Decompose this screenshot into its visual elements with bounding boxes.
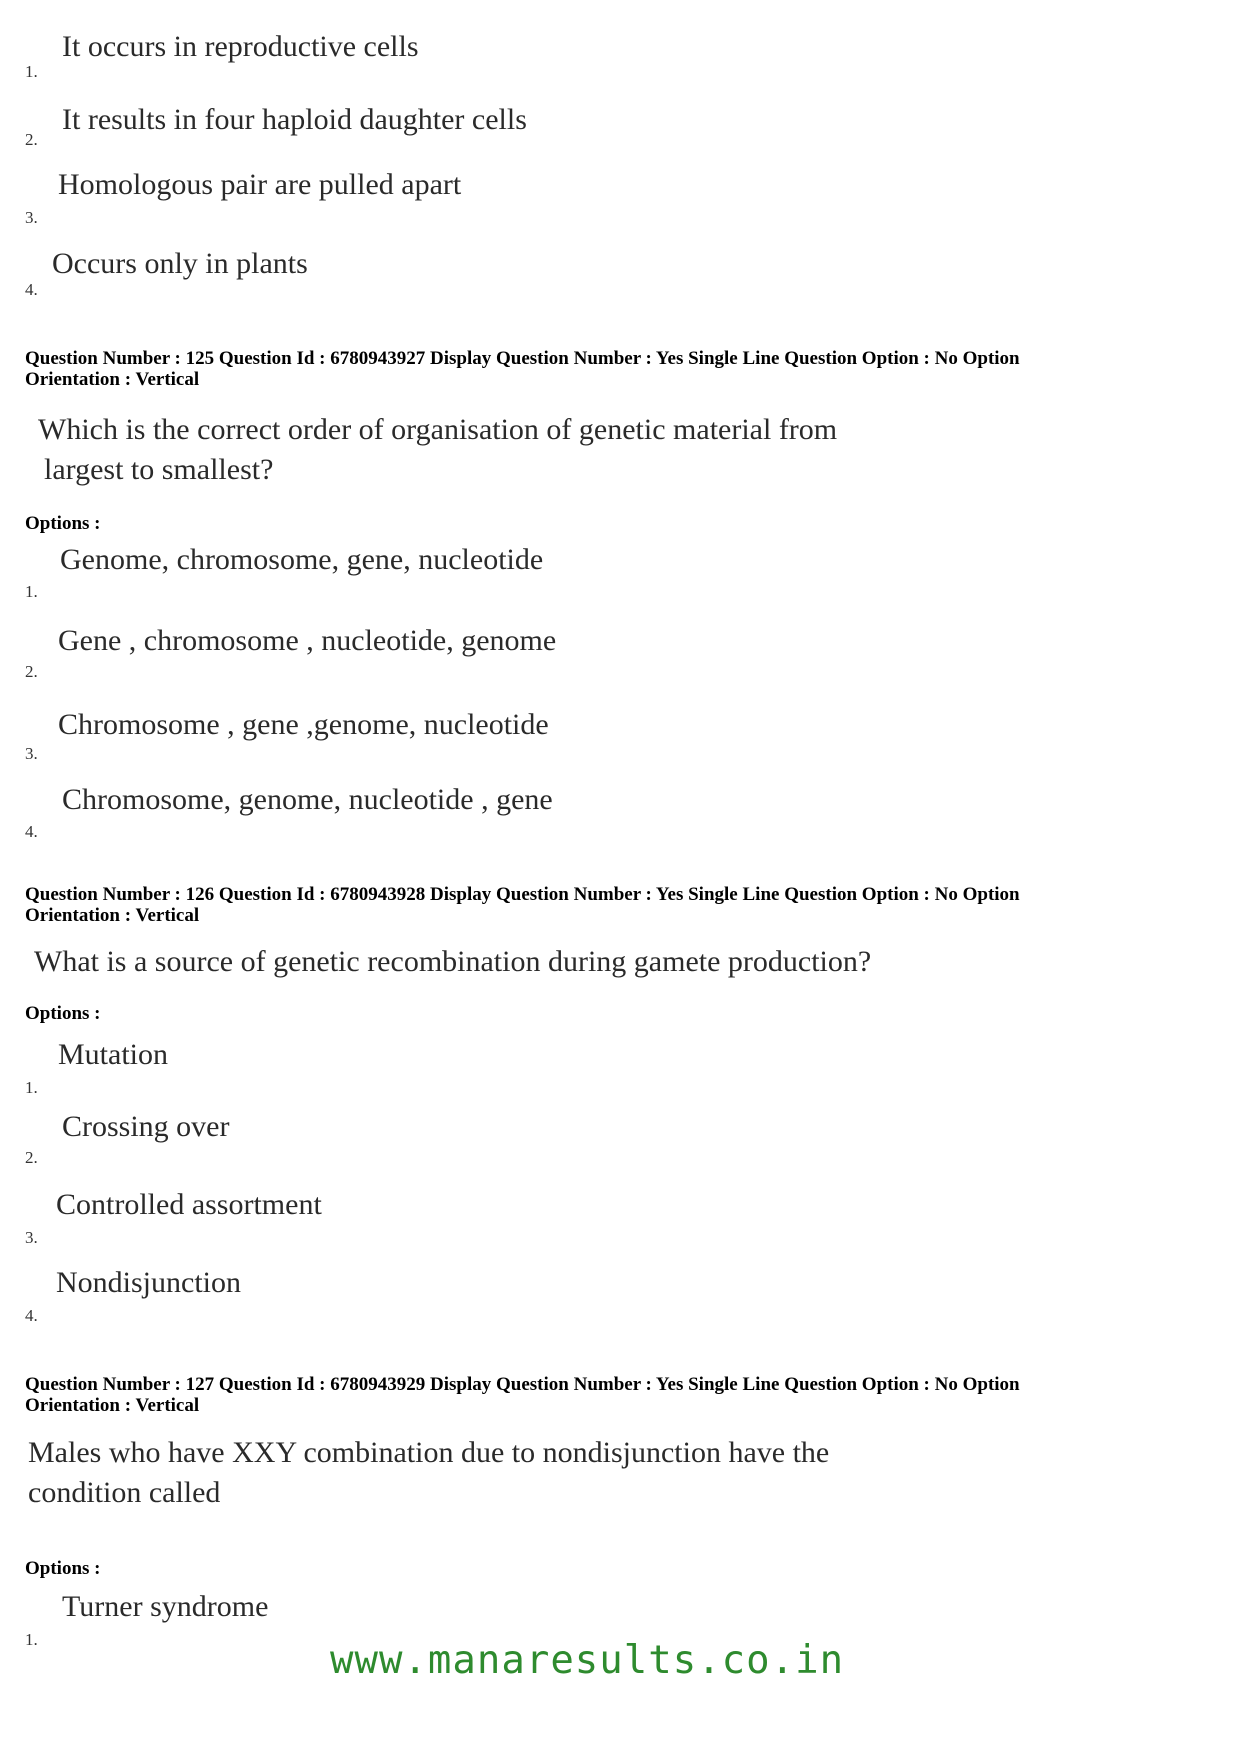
option-number: 4. (25, 280, 38, 299)
question-meta-orientation: Orientation : Vertical (25, 369, 200, 390)
option-text: It results in four haploid daughter cells (62, 103, 527, 136)
option-text: Turner syndrome (62, 1590, 269, 1623)
options-label: Options : (25, 513, 101, 534)
option-number: 4. (25, 822, 38, 841)
option-text: Homologous pair are pulled apart (58, 168, 462, 201)
option-number: 2. (25, 1148, 38, 1167)
question-text: condition called (28, 1476, 221, 1509)
question-meta: Question Number : 126 Question Id : 6780943928 Display Question Number : Yes Single Line Question Option : No Option (25, 884, 1020, 905)
question-meta: Question Number : 127 Question Id : 6780943929 Display Question Number : Yes Single Line Question Option : No Option (25, 1374, 1020, 1395)
option-text: Gene , chromosome , nucleotide, genome (58, 624, 557, 657)
option-number: 1. (25, 1630, 38, 1649)
option-number: 1. (25, 62, 38, 81)
question-meta: Question Number : 125 Question Id : 6780943927 Display Question Number : Yes Single Line Question Option : No Option (25, 348, 1020, 369)
option-text: Chromosome, genome, nucleotide , gene (62, 783, 553, 816)
option-number: 2. (25, 662, 38, 681)
options-label: Options : (25, 1558, 101, 1579)
footer-url: www.manaresults.co.in (330, 1638, 845, 1683)
question-meta-orientation: Orientation : Vertical (25, 1395, 200, 1416)
option-text: Chromosome , gene ,genome, nucleotide (58, 708, 549, 741)
option-text: It occurs in reproductive cells (62, 30, 419, 63)
options-label: Options : (25, 1003, 101, 1024)
question-text: Males who have XXY combination due to nondisjunction have the (28, 1436, 830, 1469)
option-text: Controlled assortment (56, 1188, 322, 1221)
option-number: 3. (25, 744, 38, 763)
option-text: Occurs only in plants (52, 247, 308, 280)
option-number: 4. (25, 1306, 38, 1325)
option-number: 2. (25, 130, 38, 149)
option-number: 3. (25, 1228, 38, 1247)
question-meta-orientation: Orientation : Vertical (25, 905, 200, 926)
option-text: Crossing over (62, 1110, 230, 1143)
question-text: Which is the correct order of organisation of genetic material from (38, 413, 838, 446)
option-text: Genome, chromosome, gene, nucleotide (60, 543, 544, 576)
option-text: Nondisjunction (56, 1266, 241, 1299)
option-text: Mutation (58, 1038, 168, 1071)
option-number: 3. (25, 208, 38, 227)
question-text: largest to smallest? (44, 453, 274, 486)
option-number: 1. (25, 1078, 38, 1097)
option-number: 1. (25, 582, 38, 601)
question-text: What is a source of genetic recombination during gamete production? (34, 945, 872, 978)
